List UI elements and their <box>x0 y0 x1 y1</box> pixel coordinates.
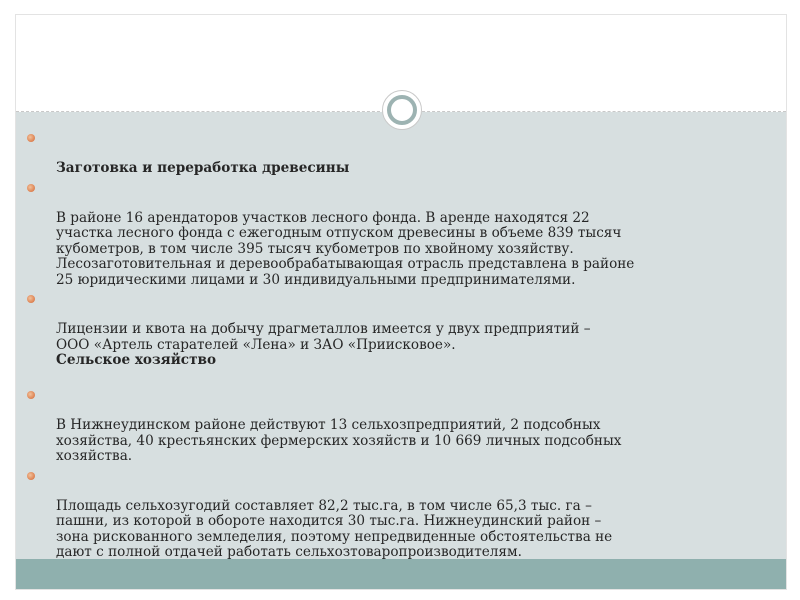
section-heading-timber: Заготовка и переработка древесины <box>56 160 350 176</box>
section-heading-agriculture: Сельское хозяйство <box>56 352 217 368</box>
circle-ornament-icon <box>382 90 422 130</box>
paragraph-farms: В Нижнеудинском районе действуют 13 сельхозпредприятий, 2 подсобных хозяйства, 40 крестьянских фермерских хозяйств и 10 669 личных подсобных хозяйства. <box>56 417 622 464</box>
list-item <box>42 180 747 289</box>
bullet-icon <box>27 391 35 399</box>
list-item <box>42 130 747 177</box>
slide-footer-bar <box>16 559 786 589</box>
bullet-list <box>42 130 747 564</box>
list-item <box>42 387 747 465</box>
list-item <box>42 468 747 561</box>
paragraph-forestry: В районе 16 арендаторов участков лесного фонда. В аренде находятся 22 участка лесного фонда с ежегодным отпуском древесины в объеме 839 тысяч кубометров, в том числе 395 тысяч кубометров по хвойному хозяйству. Лесозаготовительная и деревообрабатывающая отрасль представлена в районе 25 юридическими лицами и 30 индивидуальными предпринимателями. <box>56 209 635 288</box>
paragraph-licenses: Лицензии и квота на добычу драгметаллов имеется у двух предприятий – ООО «Артель старателей «Лена» и ЗАО «Приисковое». <box>56 321 591 353</box>
bullet-icon <box>27 134 35 142</box>
list-item <box>42 291 747 384</box>
bullet-icon <box>27 472 35 480</box>
bullet-icon <box>27 184 35 192</box>
circle-ornament-ring <box>387 95 417 125</box>
bullet-icon <box>27 295 35 303</box>
paragraph-farmland: Площадь сельхозугодий составляет 82,2 тыс.га, в том числе 65,3 тыс. га – пашни, из которой в обороте находится 30 тыс.га. Нижнеудинский район – зона рискованного земледелия, поэтому непредвиденные обстоятельства не дают с полной отдачей работать сельхозтоваропроизводителям. <box>56 497 613 560</box>
